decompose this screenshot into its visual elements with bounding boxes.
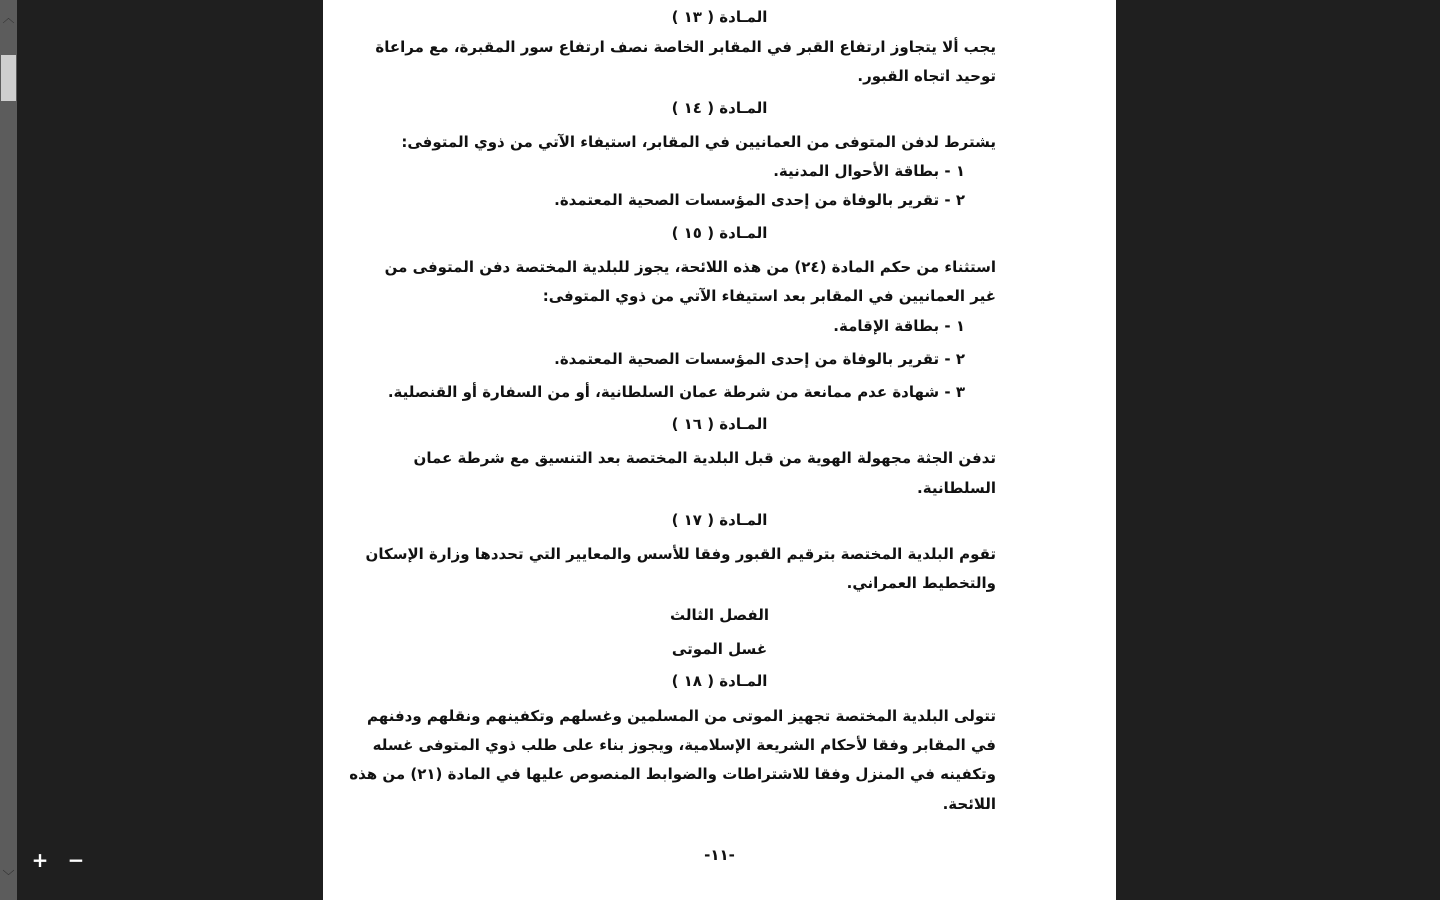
page-number: -١١- <box>704 846 735 864</box>
paragraph-line: تقوم البلدية المختصة بترقيم القبور وفقا للأسس والمعايير التي تحددها وزارة الإسكان <box>365 545 996 563</box>
paragraph-line: غير العمانيين في المقابر بعد استيفاء الآتي من ذوي المتوفى: <box>542 287 996 305</box>
list-item: ٣ - شهادة عدم ممانعة من شرطة عمان السلطانية، أو من السفارة أو القنصلية. <box>387 383 965 401</box>
article-heading: المـادة ( ١٧ ) <box>671 511 768 529</box>
paragraph-line: تدفن الجثة مجهولة الهوية من قبل البلدية المختصة بعد التنسيق مع شرطة عمان <box>413 449 996 467</box>
list-item: ٢ - تقرير بالوفاة من إحدى المؤسسات الصحية المعتمدة. <box>554 191 965 209</box>
paragraph-line: توحيد اتجاه القبور. <box>857 67 996 85</box>
zoom-in-button[interactable]: + <box>31 848 49 872</box>
chevron-down-icon[interactable]: ﹀ <box>2 869 15 883</box>
list-item: ٢ - تقرير بالوفاة من إحدى المؤسسات الصحية المعتمدة. <box>554 350 965 368</box>
list-item: ١ - بطاقة الإقامة. <box>833 317 965 335</box>
scrollbar-thumb[interactable] <box>1 55 16 101</box>
vertical-scrollbar[interactable] <box>0 0 17 900</box>
paragraph-line: يجب ألا يتجاوز ارتفاع القبر في المقابر الخاصة نصف ارتفاع سور المقبرة، مع مراعاة <box>375 38 996 56</box>
chevron-up-icon[interactable]: ︿ <box>2 11 15 25</box>
chapter-heading: الفصل الثالث <box>669 606 769 624</box>
paragraph-line: تتولى البلدية المختصة تجهيز الموتى من المسلمين وغسلهم وتكفينهم ونقلهم ودفنهم <box>367 707 996 725</box>
paragraph-line: السلطانية. <box>917 479 996 497</box>
chapter-title: غسل الموتى <box>671 640 768 658</box>
zoom-out-button[interactable]: − <box>67 848 85 872</box>
article-heading: المـادة ( ١٨ ) <box>671 672 768 690</box>
paragraph-line: والتخطيط العمراني. <box>846 574 996 592</box>
article-heading: المـادة ( ١٤ ) <box>671 99 768 117</box>
document-page <box>323 0 1116 900</box>
paragraph-line: اللائحة. <box>942 795 996 813</box>
paragraph-line: يشترط لدفن المتوفى من العمانيين في المقابر، استيفاء الآتي من ذوي المتوفى: <box>401 133 996 151</box>
list-item: ١ - بطاقة الأحوال المدنية. <box>773 162 965 180</box>
paragraph-line: وتكفينه في المنزل وفقا للاشتراطات والضوابط المنصوص عليها في المادة (٢١) من هذه <box>349 765 996 783</box>
paragraph-line: استثناء من حكم المادة (٢٤) من هذه اللائحة، يجوز للبلدية المختصة دفن المتوفى من <box>384 258 996 276</box>
article-heading: المـادة ( ١٣ ) <box>671 8 768 26</box>
article-heading: المـادة ( ١٦ ) <box>671 415 768 433</box>
paragraph-line: في المقابر وفقا لأحكام الشريعة الإسلامية، ويجوز بناء على طلب ذوي المتوفى غسله <box>372 736 996 754</box>
article-heading: المـادة ( ١٥ ) <box>671 224 768 242</box>
